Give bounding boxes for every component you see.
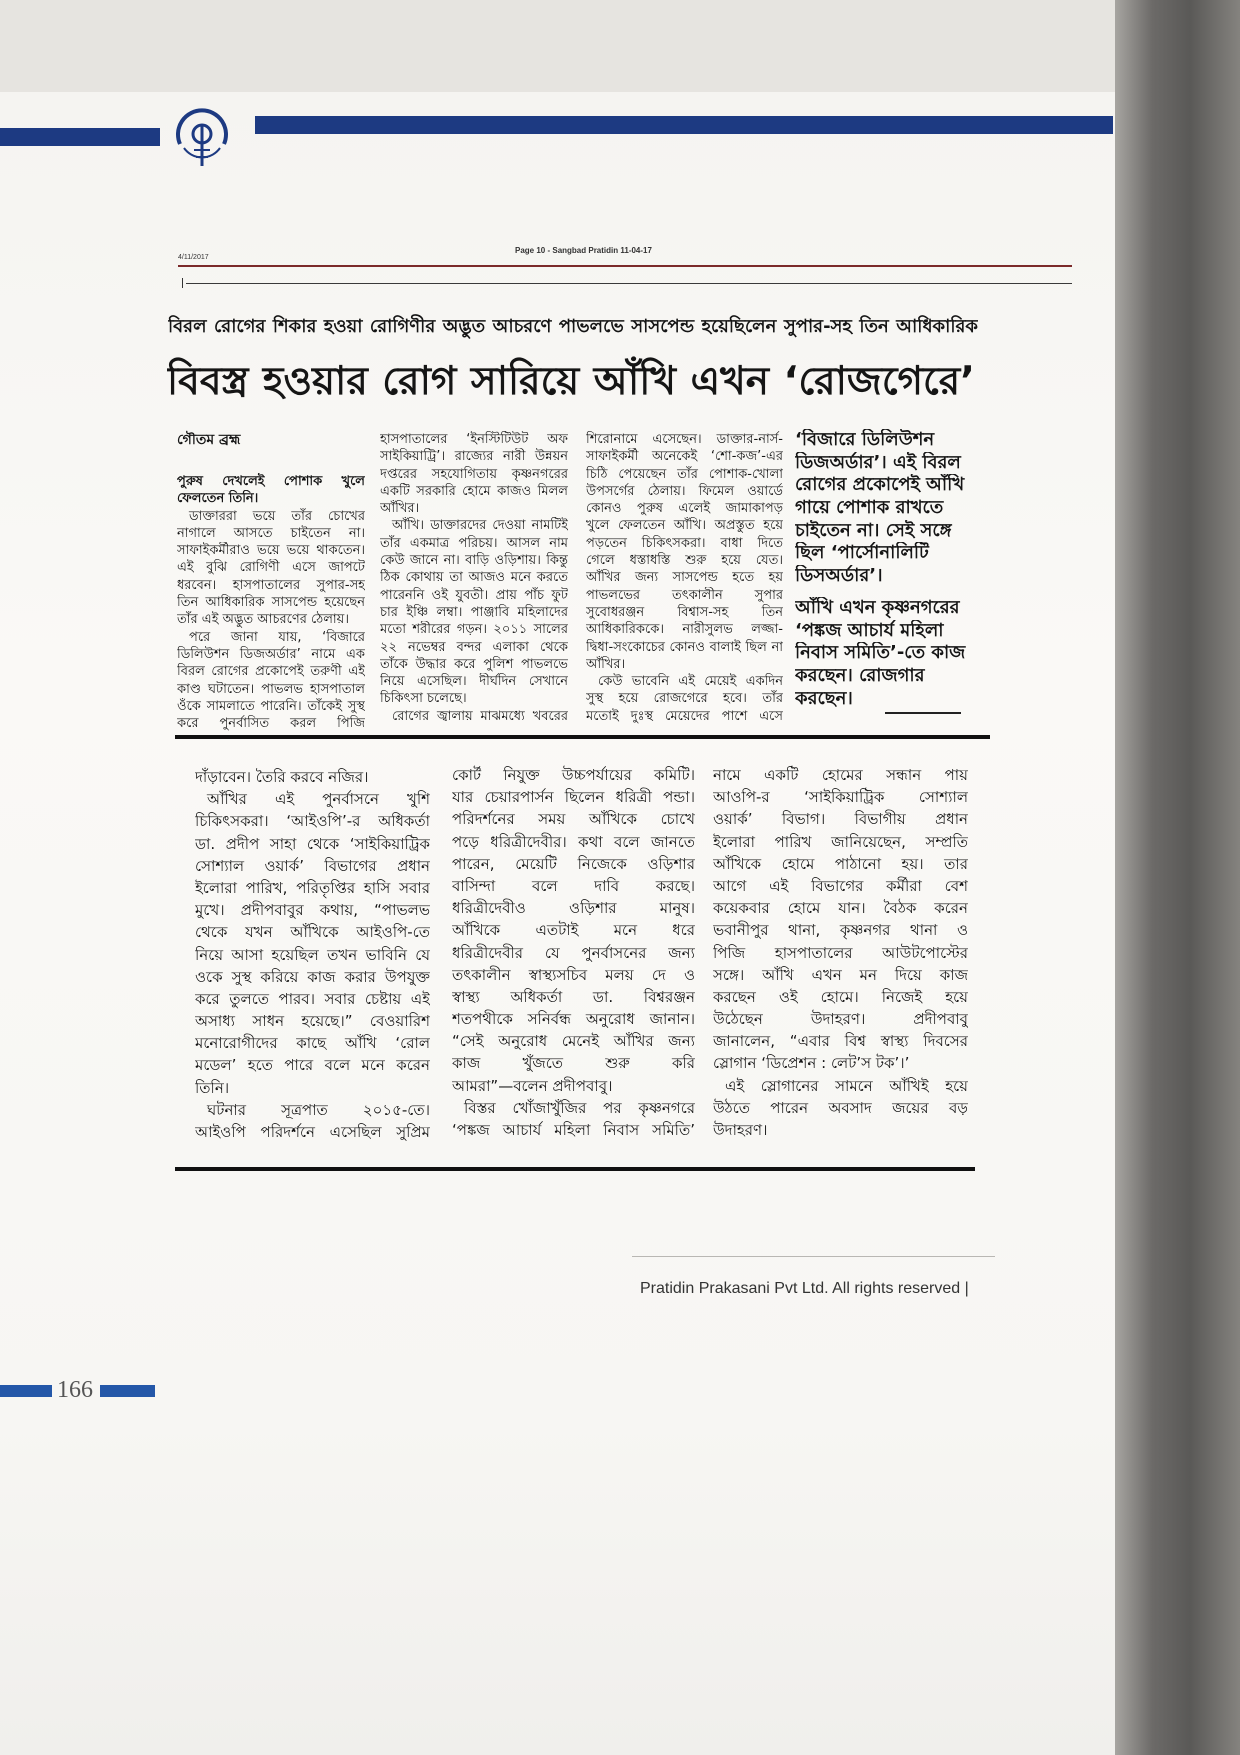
text-line: করছেন।	[795, 687, 853, 709]
text-line: ছিল ‘পার্সোনালিটি	[795, 542, 929, 564]
text-line: খুলে ফেলতেন আঁখি। অপ্রস্তুত হয়ে	[586, 518, 783, 534]
header-bar-left	[0, 128, 160, 146]
text-line: পারেন, মেয়েটি নিজেকে ওড়িশার	[452, 854, 695, 873]
text-line: ধরিত্রীদেবীর যে পুনর্বাসনের জন্য	[452, 943, 695, 962]
text-line: কেউ জানে না। বাড়ি ওড়িশায়। কিন্তু	[380, 553, 568, 569]
text-line: সাফাইকর্মীরাও ভয়ে ভয়ে থাকতেন।	[177, 543, 365, 559]
headline: বিবস্ত্র হওয়ার রোগ সারিয়ে আঁখি এখন ‘রোজগেরে’	[167, 359, 975, 404]
text-line: শতপথীকে সনির্বন্ধ অনুরোধ জানান।	[452, 1010, 695, 1029]
text-line: ওকে সুস্থ করিয়ে কাজ করার উপযুক্ত	[195, 967, 430, 986]
text-line: ডিসঅর্ডার’।	[795, 565, 883, 587]
highlight-underline	[885, 712, 961, 714]
text-line: দাঁড়াবেন। তৈরি করবে নজির।	[195, 768, 369, 786]
text-line: নিয়ে আসা হয়েছিল তখন ভাবিনি যে	[195, 945, 430, 964]
page-number-bar-left	[0, 1385, 52, 1397]
section-divider	[175, 1167, 975, 1171]
text-line: চার ইঞ্চি লম্বা। পাঞ্জাবি মহিলাদের	[380, 604, 568, 620]
text-line: আওপি-র ‘সাইকিয়াট্রিক সোশ্যাল	[713, 788, 968, 807]
text-line: ধরিত্রীদেবীও ওড়িশার মানুষ।	[452, 899, 695, 918]
top-column-1	[177, 473, 365, 732]
text-line: মুখে। প্রদীপবাবুর কথায়, “পাভলভ	[195, 901, 430, 920]
text-line: নাগালে আসতে চাইতেন না।	[177, 525, 365, 541]
page-number-bar-right	[100, 1385, 155, 1397]
text-line: বিস্তর খোঁজাখুঁজির পর কৃষ্ণনগরে	[464, 1098, 695, 1117]
text-line: ইলোরা পারিখ জানিয়েছেন, সম্প্রতি	[713, 832, 968, 851]
header-rule-tick	[182, 278, 183, 288]
text-line: আমরা”—বলেন প্রদীপবাবু।	[452, 1076, 613, 1095]
text-line: তাঁর একমাত্র পরিচয়। আসল নাম	[380, 535, 568, 551]
text-line: কোনও পুরুষ এলেই জামাকাপড়	[586, 501, 783, 517]
text-line: শিরোনামে এসেছেন। ডাক্তার-নার্স-	[586, 432, 783, 447]
text-line: মতোই দুঃস্থ মেয়েদের পাশে এসে	[586, 708, 783, 724]
text-line: দ্বিধা-সংকোচের কোনও বালাই ছিল না	[586, 639, 783, 655]
text-line: ‘পঙ্কজ আচার্য মহিলা	[795, 619, 944, 641]
text-line: আঁখির।	[586, 656, 626, 672]
text-line: করে পুনর্বাসিত করল পিজি	[177, 716, 365, 732]
text-line: উঠতে পারেন অবসাদ জয়ের বড়	[713, 1098, 968, 1117]
text-line: আধিকারিককে। নারীসুলভ লজ্জা-	[586, 622, 783, 638]
text-line: মনোরোগীদের কাছে আঁখি ‘রোল	[195, 1034, 430, 1053]
text-line: আঁখির এই পুনর্বাসনে খুশি	[207, 790, 430, 809]
text-line: বাসিন্দা বলে দাবি করছে।	[452, 876, 695, 895]
text-line: দপ্তরের সহযোগিতায় কৃষ্ণনগরের	[380, 466, 568, 482]
text-line: পাভলভের তৎকালীন সুপার	[586, 587, 783, 603]
text-line: চিকিৎসকরা। ‘আইওপি’-র অধিকর্তা	[195, 812, 430, 831]
text-line: করছেন ওই হোমে। নিজেই হয়ে	[713, 987, 968, 1006]
text-line: সুবোধরঞ্জন বিশ্বাস-সহ তিন	[586, 604, 783, 620]
text-line: ২২ নভেম্বর বন্দর এলাকা থেকে	[380, 639, 568, 655]
text-line: গেলে ধস্তাধস্তি শুরু হয়ে যেত।	[586, 553, 783, 569]
text-line: পুরুষ দেখলেই পোশাক খুলে	[177, 474, 365, 489]
bottom-column-2	[452, 764, 695, 1141]
text-line: সাফাইকর্মী অনেকেই ‘শো-কজ’-এর	[586, 449, 783, 465]
text-line: কাজ খুঁজতে শুরু করি	[452, 1054, 695, 1073]
text-line: পরে জানা যায়, ‘বিজারে	[189, 629, 365, 645]
text-line: আঁখিকে হোমে পাঠানো হয়। তার	[713, 854, 968, 873]
text-line: আঁখির জন্য সাসপেন্ড হতে হয়	[586, 570, 783, 586]
text-line: তাঁকে উদ্ধার করে পুলিশ পাভলভে	[380, 656, 568, 672]
text-line: তিনি।	[195, 1078, 230, 1097]
text-line: ‘পঙ্কজ আচার্য মহিলা নিবাস সমিতি’	[452, 1121, 695, 1139]
text-line: বিরল রোগের প্রকোপেই তরুণী এই	[177, 664, 365, 680]
text-line: নামে একটি হোমের সন্ধান পায়	[713, 766, 968, 784]
byline: গৌতম ব্রহ্ম	[177, 432, 241, 448]
text-line: উদাহরণ।	[713, 1121, 768, 1139]
text-line: স্বাস্থ্য অধিকর্তা ডা. বিশ্বরঞ্জন	[452, 987, 695, 1006]
text-line: কোর্ট নিযুক্ত উচ্চপর্যায়ের কমিটি।	[452, 766, 695, 784]
text-line: হাসপাতালের ‘ইনস্টিটিউট অফ	[380, 432, 568, 447]
text-line: সোশ্যাল ওয়ার্ক’ বিভাগের প্রধান	[195, 856, 430, 875]
scan-edge-shadow	[1115, 0, 1240, 1755]
text-line: কেউ ভাবেনি এই মেয়েই একদিন	[598, 674, 783, 690]
text-line: তাঁর এই অদ্ভুত আচরণের ঠেলায়।	[177, 612, 349, 628]
text-line: ওঁকে সামলাতে পারেনি। তাঁকেই সুস্থ	[177, 698, 365, 714]
text-line: ফেলতেন তিনি।	[177, 491, 259, 507]
text-line: তিন আধিকারিক সাসপেন্ড হয়েছেন	[177, 595, 365, 611]
text-line: সঙ্গে। আঁখি এখন মন দিয়ে কাজ	[713, 965, 968, 984]
text-line: উপসর্গের ঠেলায়। ফিমেল ওয়ার্ডে	[586, 483, 783, 499]
text-line: যার চেয়ারপার্সন ছিলেন ধরিত্রী পন্ডা।	[452, 788, 695, 807]
copyright-notice: Pratidin Prakasani Pvt Ltd. All rights reserved |	[640, 1280, 969, 1297]
text-line: চাইতেন না। সেই সঙ্গে	[795, 519, 952, 541]
text-line: পরিদর্শনের সময় আঁখিকে চোখে	[452, 810, 695, 829]
text-line: এই বুঝি রোগিণী এসে জাপটে	[177, 560, 365, 576]
footer-rule	[632, 1256, 995, 1257]
text-line: জানালেন, “এবার বিশ্ব স্বাস্থ্য দিবসের	[713, 1032, 968, 1051]
newspaper-emblem-icon	[170, 104, 234, 170]
top-column-3	[586, 431, 783, 725]
top-column-2	[380, 431, 568, 725]
text-line: অসাধ্য সাধন হয়েছে।” বেওয়ারিশ	[195, 1012, 430, 1031]
text-line: ডিলিউশন ডিজঅর্ডার’ নামে এক	[177, 646, 365, 662]
text-line: করছেন। রোজগার	[795, 664, 925, 686]
text-line: ভবানীপুর থানা, কৃষ্ণনগর থানা ও	[713, 921, 968, 940]
section-divider	[175, 735, 990, 739]
text-line: গায়ে পোশাক রাখতে	[795, 497, 944, 519]
bottom-column-1	[195, 766, 430, 1143]
text-line: পড়ে ধরিত্রীদেবীর। কথা বলে জানতে	[452, 832, 695, 851]
header-bar-right	[255, 116, 1113, 134]
text-line: ধরবেন। হাসপাতালের সুপার-সহ	[177, 577, 365, 593]
text-line: আইওপি পরিদর্শনে এসেছিল সুপ্রিম	[195, 1123, 430, 1141]
text-line: আঁখি এখন কৃষ্ণনগরের	[795, 596, 960, 618]
text-line: ডাক্তাররা ভয়ে তাঁর চোখের	[189, 508, 365, 524]
text-line: “সেই অনুরোধ মেনেই আঁখির জন্য	[452, 1032, 695, 1051]
highlight-box	[795, 429, 973, 710]
text-line: নিবাস সমিতি’-তে কাজ	[795, 642, 966, 664]
text-line: ডিজঅর্ডার’। এই বিরল	[795, 451, 961, 473]
text-line: স্লোগান ‘ডিপ্রেশন : লেট’স টক’।’	[713, 1054, 910, 1073]
text-line: উঠেছেন উদাহরণ। প্রদীপবাবু	[713, 1010, 968, 1029]
page-reference: Page 10 - Sangbad Pratidin 11-04-17	[515, 246, 652, 255]
text-line: মডেল’ হতে পারে বলে মনে করেন	[195, 1056, 430, 1075]
text-line: রোগের জ্বালায় মাঝমধ্যে খবরের	[392, 708, 568, 724]
text-line: কাণ্ড ঘটাতেন। পাভলভ হাসপাতাল	[177, 681, 365, 697]
text-line: সুস্থ হয়ে রোজগেরে হবে। তাঁর	[586, 691, 783, 707]
text-line: চিঠি পেয়েছেন তাঁর পোশাক-খোলা	[586, 466, 783, 482]
headline-kicker: বিরল রোগের শিকার হওয়া রোগিণীর অদ্ভুত আচরণে পাভলভে সাসপেন্ড হয়েছিলেন সুপার-সহ তিন আধিকারিক	[168, 316, 978, 337]
text-line: একটি সরকারি হোমে কাজও মিলল	[380, 483, 568, 499]
text-line: করে তুলতে পারব। সবার চেষ্টায় এই	[195, 989, 430, 1008]
text-line: ডা. প্রদীপ সাহা থেকে ‘সাইকিয়াট্রিক	[195, 834, 430, 853]
text-line: আগে এই বিভাগের কর্মীরা বেশ	[713, 876, 968, 895]
text-line: পারেননি ওই যুবতী। প্রায় পাঁচ ফুট	[380, 587, 568, 603]
text-line: আঁখিকে এতটাই মনে ধরে	[452, 921, 695, 940]
text-line: চিকিৎসা চলেছে।	[380, 691, 467, 707]
header-rule-primary	[178, 265, 1072, 267]
text-line: রোগের প্রকোপেই আঁখি	[795, 474, 965, 496]
text-line: ‘বিজারে ডিলিউশন	[795, 429, 935, 450]
text-line: পড়তেন চিকিৎসকরা। বাধা দিতে	[586, 535, 783, 551]
page-number: 166	[57, 1377, 93, 1403]
bottom-column-3	[713, 764, 968, 1141]
header-rule-secondary	[186, 283, 1072, 284]
text-line: আঁখির।	[380, 501, 420, 517]
text-line: ঠিক কোথায় তা আজও মনে করতে	[380, 570, 568, 586]
text-line: থেকে যখন আঁখিকে আইওপি-তে	[195, 923, 430, 942]
text-line: এই স্লোগানের সামনে আঁখিই হয়ে	[725, 1076, 968, 1095]
text-line: মতো শরীরের গড়ন। ২০১১ সালের	[380, 622, 568, 638]
date-stamp: 4/11/2017	[178, 254, 209, 261]
text-line: ওয়ার্ক’ বিভাগ। বিভাগীয় প্রধান	[713, 810, 968, 829]
text-line: ইলোরা পারিখ, পরিতৃপ্তির হাসি সবার	[195, 878, 430, 897]
text-line: পিজি হাসপাতালের আউটপোস্টের	[713, 943, 968, 962]
text-line: তৎকালীন স্বাস্থ্যসচিব মলয় দে ও	[452, 965, 695, 984]
text-line: আঁখি। ডাক্তারদের দেওয়া নামটিই	[392, 518, 568, 534]
text-line: সাইকিয়াট্রি’। রাজ্যের নারী উন্নয়ন	[380, 449, 568, 465]
text-line: ঘটনার সূত্রপাত ২০১৫-তে।	[207, 1100, 430, 1119]
text-line: নিয়ে এসেছিল। দীর্ঘদিন সেখানে	[380, 674, 568, 690]
text-line: কয়েকবার হোমে যান। বৈঠক করেন	[713, 899, 968, 918]
